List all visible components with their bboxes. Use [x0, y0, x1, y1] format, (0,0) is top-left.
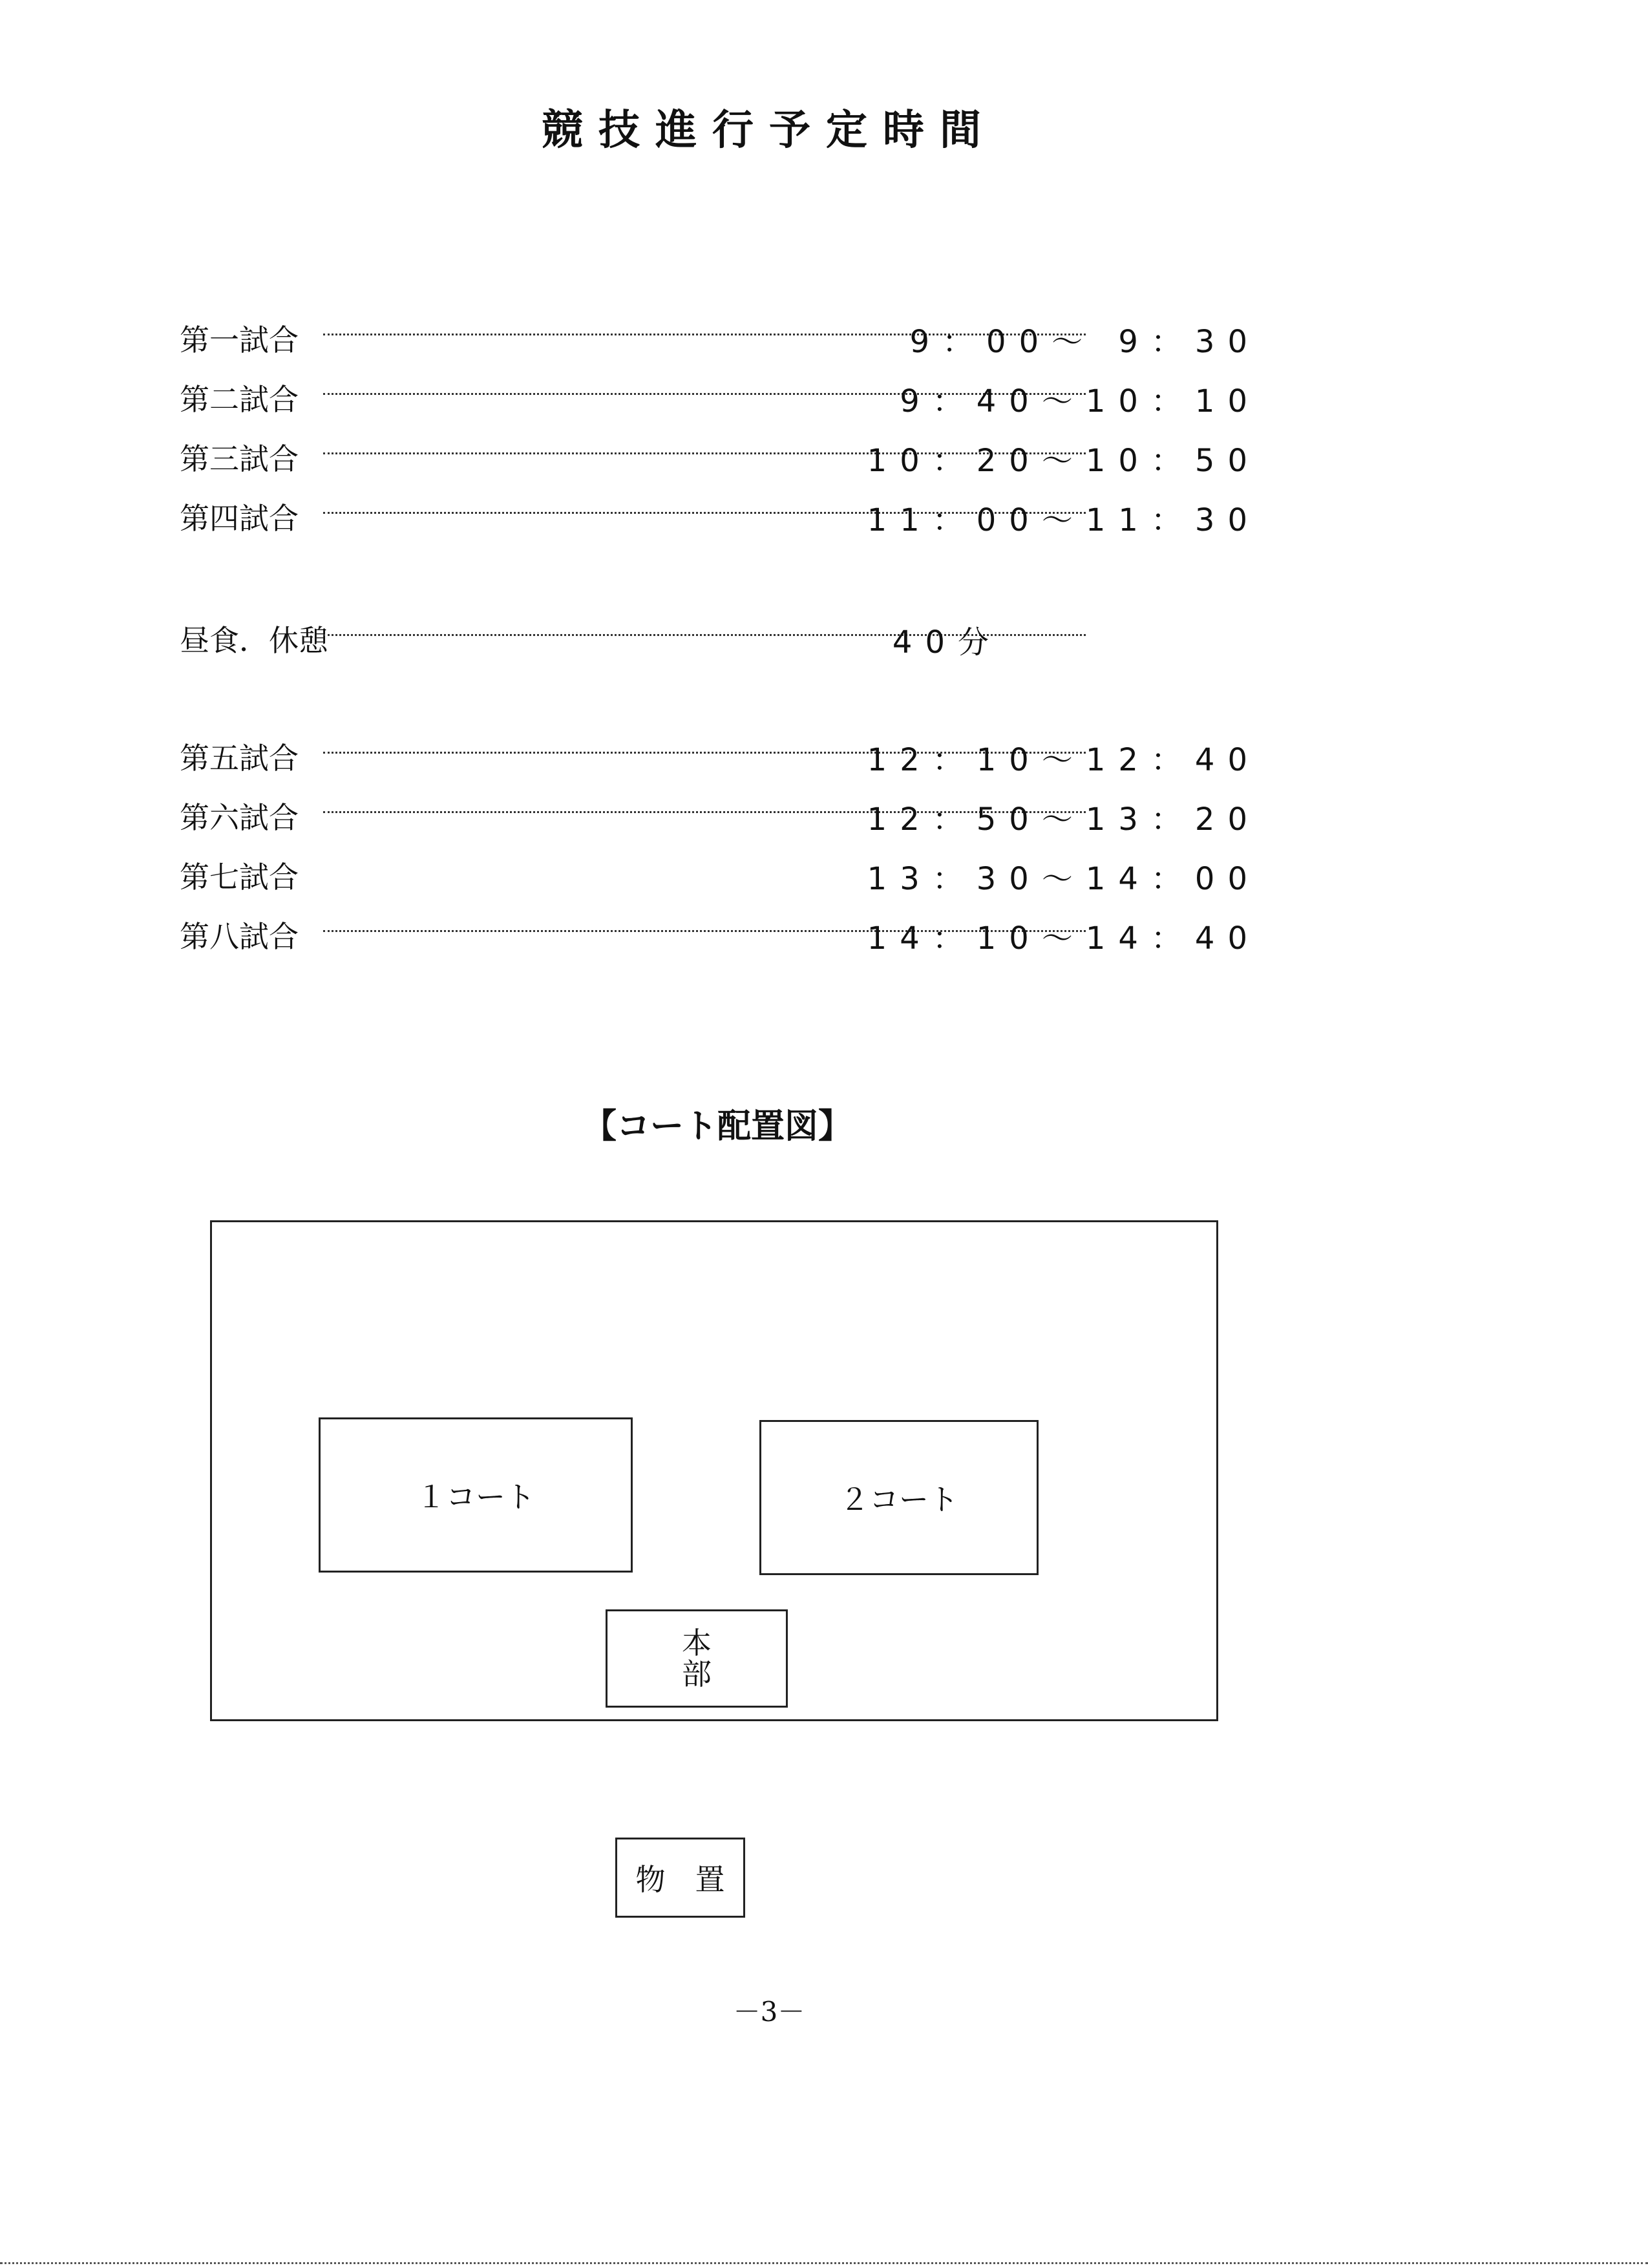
- court-2-label: ２コート: [840, 1482, 958, 1517]
- schedule-label: 第三試合: [180, 441, 299, 476]
- bottom-border: [0, 2262, 1648, 2264]
- schedule-label: 第二試合: [180, 382, 299, 417]
- schedule-label: 第四試合: [180, 501, 299, 536]
- schedule-label: 第五試合: [180, 741, 299, 776]
- schedule-time: 9：00～ 9：30: [909, 324, 1260, 360]
- court-2-box: [759, 1420, 1039, 1575]
- schedule-row-7: [174, 854, 1260, 899]
- schedule-row-3: [174, 436, 1260, 481]
- schedule-label: 第一試合: [180, 323, 299, 357]
- schedule-time: 14：10～14：40: [867, 920, 1260, 957]
- schedule-label: 第六試合: [180, 800, 299, 835]
- court-1-box: [319, 1417, 633, 1573]
- schedule-row-8: [174, 913, 1260, 959]
- schedule-row-break: [174, 617, 1260, 662]
- storage-label: 物 置: [635, 1862, 725, 1897]
- schedule-row-5: [174, 735, 1260, 780]
- schedule-time: 12：50～13：20: [867, 801, 1260, 838]
- court-1-label: １コート: [416, 1479, 535, 1514]
- headquarters-label-line2: 部: [682, 1657, 712, 1691]
- schedule-row-6: [174, 794, 1260, 840]
- headquarters-label-line1: 本: [682, 1625, 712, 1660]
- schedule-row-1: [174, 317, 1260, 362]
- schedule-time: 12：10～12：40: [867, 742, 1260, 778]
- page-number: －3－: [733, 1996, 805, 2028]
- schedule-time: 11：00～11：30: [867, 502, 1260, 538]
- schedule-time: 13：30～14：00: [867, 861, 1260, 897]
- headquarters-box: [606, 1609, 788, 1708]
- schedule-time: 9：40～10：10: [900, 383, 1260, 419]
- schedule-label: 第八試合: [180, 919, 299, 954]
- page-title: 競技進行予定時間: [542, 106, 997, 154]
- court-layout-heading: 【コート配置図】: [582, 1107, 852, 1146]
- storage-box: [615, 1838, 745, 1918]
- schedule-row-2: [174, 376, 1260, 421]
- schedule-time: 40分: [892, 624, 1002, 661]
- schedule-row-4: [174, 495, 1260, 540]
- schedule-label: 昼食．休憩: [180, 623, 328, 658]
- schedule-label: 第七試合: [180, 860, 299, 895]
- schedule-time: 10：20～10：50: [867, 443, 1260, 479]
